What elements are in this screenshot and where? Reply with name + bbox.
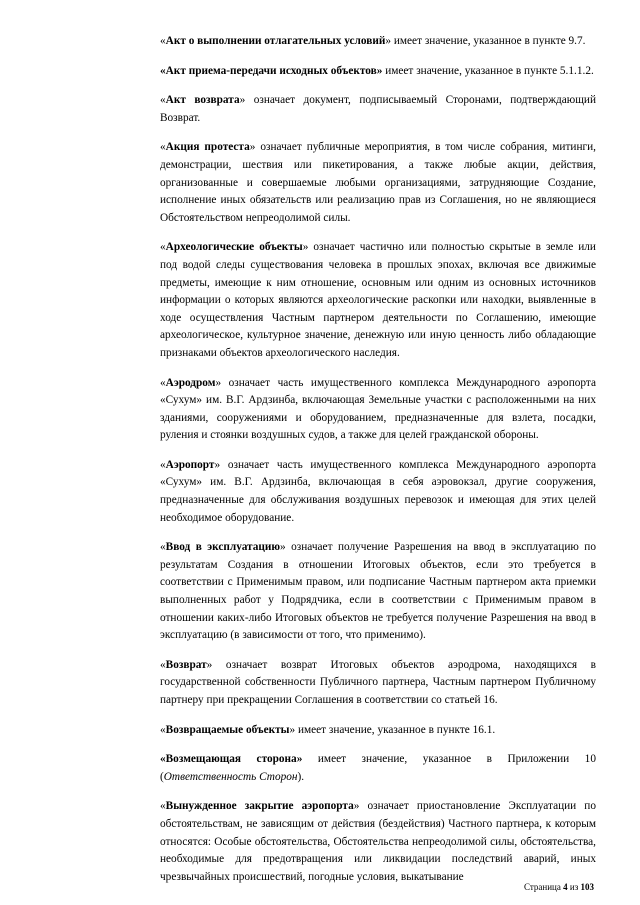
definition-paragraph: «Аэропорт» означает часть имущественного комплекса Международного аэропорта «Сухум» им. В.Г. Ардзинба, включающая в себя аэровокзал, другие сооружения, предназначенные для обслуживания воздушных перевозок и имеющая для этих целей необходимое оборудование. <box>160 458 596 524</box>
definition-text: » означает документ, подписываемый Сторонами, подтверждающий Возврат. <box>160 94 596 124</box>
definition-term: Акт о выполнении отлагательных условий <box>165 35 386 47</box>
definition-text: » означает часть имущественного комплекса Международного аэропорта «Сухум» им. В.Г. Ардзинба, включающая в себя аэровокзал, другие сооружения, предназначенные для обслуживания воздушных перевозок и имеющая для этих целей необходимое оборудование. <box>160 458 596 524</box>
definition-text: » означает приостановление Эксплуатации по обстоятельствам, не зависящим от действия (бездействия) Частного партнера, к которым относятся: Особые обстоятельства, Обстоятельства непреодолимой силы, обстоятельства, необходимые для предотвращения или ликвидации последствий аварий, иных чрезвычайных происшествий, погодные условия, выкатывание <box>160 800 596 883</box>
definition-term: Акт возврата <box>165 94 240 107</box>
definition-text: » означает публичные мероприятия, в том числе собрания, митинги, демонстрации, шествия или пикетирования, а также любые акции, действия, организованные и совершаемые любыми организациями, затрудняющие Создание, исполнение иных обязательств или реализацию прав из Соглашения, но не являющиеся Обстоятельством непреодолимой силы. <box>160 141 596 224</box>
definition-term: Возврат <box>165 658 207 671</box>
definition-paragraph <box>160 63 596 81</box>
definition-paragraph: «Акт о выполнении отлагательных условий» имеет значение, указанное в пункте 9.7. <box>160 35 586 47</box>
definition-paragraph: «Археологические объекты» означает частично или полностью скрытые в земле или под водой следы существования человека в прошлых эпохах, включая все движимые предметы, имеющие к ним отношение, основным или одним из основных источников информации о которых являются археологические раскопки или находки, выявленные в ходе осуществления Частным партнером деятельности по Соглашению, имеющие археологическое, культурное значение, денежную или иную ценность либо обладающие признаками объектов археологического наследия. <box>160 241 596 359</box>
definition-paragraph: «Вынужденное закрытие аэропорта» означает приостановление Эксплуатации по обстоятельствам, не зависящим от действия (бездействия) Частного партнера, к которым относятся: Особые обстоятельства, Обстоятельства непреодолимой силы, обстоятельства, необходимые для предотвращения или ликвидации последствий аварий, иных чрезвычайных происшествий, погодные условия, выкатывание <box>160 800 596 883</box>
definition-paragraph: «Акт возврата» означает документ, подписываемый Сторонами, подтверждающий Возврат. <box>160 94 596 124</box>
footer-separator: из <box>567 882 581 892</box>
definition-term: Ввод в эксплуатацию <box>165 541 281 554</box>
definition-term: Аэропорт <box>165 458 215 471</box>
definition-text: » имеет значение, указанное в пункте 16.1. <box>289 723 496 736</box>
definition-term: «Акт приема-передачи исходных объектов» <box>160 64 383 77</box>
definitions-list <box>160 33 596 898</box>
definition-term: Возвращаемые объекты <box>165 723 290 736</box>
definition-paragraph: «Аэродром» означает часть имущественного комплекса Международного аэропорта «Сухум» им. В.Г. Ардзинба, включающая Земельные участки с расположенными на них зданиями, сооружениями и оборудованием, предназначенные для взлета, посадки, руления и стоянки воздушных судов, а также для целей гражданской обороны. <box>160 376 596 442</box>
definition-paragraph: «Ввод в эксплуатацию» означает получение Разрешения на ввод в эксплуатацию по результатам Создания в отношении Итоговых объектов, если это требуется в соответствии с Применимым правом, или подписание Частным партнером акта приемки выполненных работ у Подрядчика, если в соответствии с Применимым правом в отношении каких-либо Итоговых объектов не требуется получение Разрешения на ввод в эксплуатацию (в зависимости от того, что применимо). <box>160 541 596 642</box>
footer-prefix: Страница <box>524 882 564 892</box>
definition-term: Акция протеста <box>165 141 250 154</box>
definition-paragraph: «Акция протеста» означает публичные мероприятия, в том числе собрания, митинги, демонстрации, шествия или пикетирования, а также любые акции, действия, организованные и совершаемые любыми организациями, затрудняющие Создание, исполнение иных обязательств или реализацию прав из Соглашения, но не являющиеся Обстоятельством непреодолимой силы. <box>160 141 596 224</box>
current-page-number: 4 <box>563 882 568 892</box>
definition-text: имеет значение, указанное в пункте 5.1.1.2. <box>382 64 594 77</box>
definition-term: Вынужденное закрытие аэропорта <box>165 800 354 813</box>
definition-term: «Возмещающая сторона» <box>160 753 303 766</box>
definition-text: имеет значение, указанное в Приложении 10 ( <box>160 753 596 783</box>
definition-text: » означает возврат Итоговых объектов аэродрома, находящихся в государственной собственности Публичного партнера, Частным партнером Публичному партнеру при прекращении Соглашения в соответствии со статьей 16. <box>160 658 596 706</box>
definition-paragraph: «Возмещающая сторона» имеет значение, указанное в Приложении 10 (Ответственность Сторон). <box>160 753 596 783</box>
definition-paragraph: «Возврат» означает возврат Итоговых объектов аэродрома, находящихся в государственной собственности Публичного партнера, Частным партнером Публичному партнеру при прекращении Соглашения в соответствии со статьей 16. <box>160 658 596 706</box>
cross-reference-italic: Ответственность Сторон <box>163 770 298 783</box>
definition-text: » означает частично или полностью скрытые в земле или под водой следы существования человека в прошлых эпохах, включая все движимые предметы, имеющие к ним отношение, основным или одним из основных источников информации о которых являются археологические раскопки или находки, выявленные в ходе осуществления Частным партнером деятельности по Соглашению, имеющие археологическое, культурное значение, денежную или иную ценность либо обладающие признаками объектов археологического наследия. <box>160 241 596 359</box>
definition-term: Аэродром <box>165 376 216 389</box>
definition-text: » означает часть имущественного комплекса Международного аэропорта «Сухум» им. В.Г. Ардзинба, включающая Земельные участки с расположенными на них зданиями, сооружениями и оборудованием, предназначенные для взлета, посадки, руления и стоянки воздушных судов, а также для целей гражданской обороны. <box>160 376 596 442</box>
page-footer <box>524 882 594 893</box>
definition-paragraph: «Возвращаемые объекты» имеет значение, указанное в пункте 16.1. <box>160 723 496 736</box>
total-pages-number: 103 <box>580 882 594 892</box>
definition-term: Археологические объекты <box>165 241 303 254</box>
definition-text: » имеет значение, указанное в пункте 9.7. <box>385 35 586 47</box>
definition-text: » означает получение Разрешения на ввод в эксплуатацию по результатам Создания в отношении Итоговых объектов, если это требуется в соответствии с Применимым правом, или подписание Частным партнером акта приемки выполненных работ у Подрядчика, если в соответствии с Применимым правом в отношении каких-либо Итоговых объектов не требуется получение Разрешения на ввод в эксплуатацию (в зависимости от того, что применимо). <box>160 541 596 642</box>
